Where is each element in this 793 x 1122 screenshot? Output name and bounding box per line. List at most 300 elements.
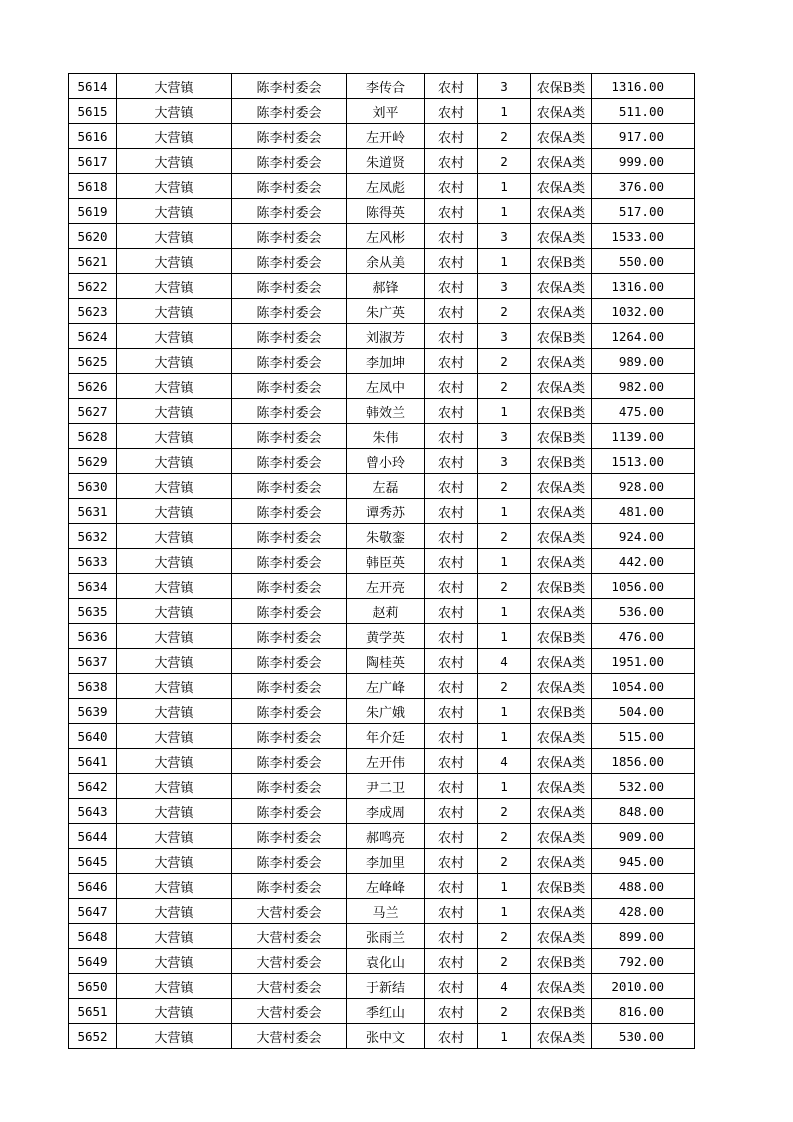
insurance-category-cell: 农保A类 <box>531 674 592 699</box>
person-name-cell: 左峰峰 <box>347 874 425 899</box>
amount-cell: 481.00 <box>592 499 695 524</box>
insurance-category-cell: 农保A类 <box>531 724 592 749</box>
table-row <box>69 174 695 199</box>
person-name-cell: 袁化山 <box>347 949 425 974</box>
town-cell: 大营镇 <box>117 999 232 1024</box>
person-name-cell: 年介廷 <box>347 724 425 749</box>
area-type-cell: 农村 <box>425 274 478 299</box>
insurance-category-cell: 农保A类 <box>531 99 592 124</box>
record-id-cell: 5631 <box>69 499 117 524</box>
amount-cell: 928.00 <box>592 474 695 499</box>
record-id-cell: 5616 <box>69 124 117 149</box>
town-cell: 大营镇 <box>117 949 232 974</box>
town-cell: 大营镇 <box>117 849 232 874</box>
town-cell: 大营镇 <box>117 899 232 924</box>
amount-cell: 1316.00 <box>592 74 695 99</box>
person-name-cell: 朱伟 <box>347 424 425 449</box>
household-count-cell: 4 <box>478 974 531 999</box>
insurance-category-cell: 农保A类 <box>531 824 592 849</box>
town-cell: 大营镇 <box>117 1024 232 1049</box>
person-name-cell: 郝鸣亮 <box>347 824 425 849</box>
household-count-cell: 3 <box>478 74 531 99</box>
table-row <box>69 949 695 974</box>
record-id-cell: 5649 <box>69 949 117 974</box>
household-count-cell: 1 <box>478 174 531 199</box>
record-id-cell: 5617 <box>69 149 117 174</box>
table-row <box>69 799 695 824</box>
record-id-cell: 5641 <box>69 749 117 774</box>
household-count-cell: 3 <box>478 324 531 349</box>
insurance-category-cell: 农保B类 <box>531 399 592 424</box>
insurance-category-cell: 农保B类 <box>531 999 592 1024</box>
amount-cell: 999.00 <box>592 149 695 174</box>
village-committee-cell: 大营村委会 <box>232 1024 347 1049</box>
table-row <box>69 624 695 649</box>
record-id-cell: 5622 <box>69 274 117 299</box>
table-row <box>69 874 695 899</box>
village-committee-cell: 陈李村委会 <box>232 574 347 599</box>
amount-cell: 488.00 <box>592 874 695 899</box>
table-row <box>69 474 695 499</box>
area-type-cell: 农村 <box>425 924 478 949</box>
household-count-cell: 3 <box>478 224 531 249</box>
town-cell: 大营镇 <box>117 249 232 274</box>
person-name-cell: 刘平 <box>347 99 425 124</box>
table-row <box>69 849 695 874</box>
table-row <box>69 974 695 999</box>
record-id-cell: 5652 <box>69 1024 117 1049</box>
amount-cell: 1054.00 <box>592 674 695 699</box>
household-count-cell: 2 <box>478 849 531 874</box>
village-committee-cell: 陈李村委会 <box>232 599 347 624</box>
town-cell: 大营镇 <box>117 624 232 649</box>
household-count-cell: 1 <box>478 899 531 924</box>
town-cell: 大营镇 <box>117 924 232 949</box>
household-count-cell: 1 <box>478 774 531 799</box>
amount-cell: 982.00 <box>592 374 695 399</box>
village-committee-cell: 陈李村委会 <box>232 624 347 649</box>
area-type-cell: 农村 <box>425 949 478 974</box>
area-type-cell: 农村 <box>425 899 478 924</box>
area-type-cell: 农村 <box>425 74 478 99</box>
town-cell: 大营镇 <box>117 574 232 599</box>
table-row <box>69 599 695 624</box>
household-count-cell: 1 <box>478 599 531 624</box>
record-id-cell: 5623 <box>69 299 117 324</box>
town-cell: 大营镇 <box>117 224 232 249</box>
insurance-category-cell: 农保A类 <box>531 974 592 999</box>
record-id-cell: 5638 <box>69 674 117 699</box>
table-row <box>69 224 695 249</box>
household-count-cell: 1 <box>478 724 531 749</box>
amount-cell: 989.00 <box>592 349 695 374</box>
town-cell: 大营镇 <box>117 474 232 499</box>
insurance-category-cell: 农保A类 <box>531 524 592 549</box>
amount-cell: 848.00 <box>592 799 695 824</box>
area-type-cell: 农村 <box>425 424 478 449</box>
insurance-category-cell: 农保A类 <box>531 224 592 249</box>
household-count-cell: 2 <box>478 949 531 974</box>
village-committee-cell: 大营村委会 <box>232 899 347 924</box>
insurance-category-cell: 农保A类 <box>531 599 592 624</box>
area-type-cell: 农村 <box>425 474 478 499</box>
insurance-category-cell: 农保B类 <box>531 574 592 599</box>
household-count-cell: 1 <box>478 99 531 124</box>
record-id-cell: 5624 <box>69 324 117 349</box>
town-cell: 大营镇 <box>117 974 232 999</box>
data-table <box>68 73 695 1049</box>
record-id-cell: 5650 <box>69 974 117 999</box>
person-name-cell: 李加坤 <box>347 349 425 374</box>
person-name-cell: 韩臣英 <box>347 549 425 574</box>
amount-cell: 517.00 <box>592 199 695 224</box>
amount-cell: 504.00 <box>592 699 695 724</box>
village-committee-cell: 陈李村委会 <box>232 874 347 899</box>
record-id-cell: 5635 <box>69 599 117 624</box>
table-row <box>69 199 695 224</box>
person-name-cell: 左开岭 <box>347 124 425 149</box>
town-cell: 大营镇 <box>117 149 232 174</box>
record-id-cell: 5634 <box>69 574 117 599</box>
person-name-cell: 张中文 <box>347 1024 425 1049</box>
amount-cell: 1856.00 <box>592 749 695 774</box>
table-row <box>69 449 695 474</box>
village-committee-cell: 陈李村委会 <box>232 199 347 224</box>
person-name-cell: 左广峰 <box>347 674 425 699</box>
amount-cell: 530.00 <box>592 1024 695 1049</box>
record-id-cell: 5644 <box>69 824 117 849</box>
person-name-cell: 曾小玲 <box>347 449 425 474</box>
person-name-cell: 谭秀苏 <box>347 499 425 524</box>
village-committee-cell: 陈李村委会 <box>232 399 347 424</box>
village-committee-cell: 陈李村委会 <box>232 774 347 799</box>
area-type-cell: 农村 <box>425 774 478 799</box>
area-type-cell: 农村 <box>425 199 478 224</box>
table-row <box>69 424 695 449</box>
village-committee-cell: 陈李村委会 <box>232 449 347 474</box>
area-type-cell: 农村 <box>425 699 478 724</box>
village-committee-cell: 陈李村委会 <box>232 724 347 749</box>
person-name-cell: 李加里 <box>347 849 425 874</box>
insurance-category-cell: 农保B类 <box>531 699 592 724</box>
town-cell: 大营镇 <box>117 724 232 749</box>
amount-cell: 476.00 <box>592 624 695 649</box>
village-committee-cell: 陈李村委会 <box>232 299 347 324</box>
table-row <box>69 124 695 149</box>
village-committee-cell: 陈李村委会 <box>232 524 347 549</box>
table-row <box>69 674 695 699</box>
village-committee-cell: 陈李村委会 <box>232 499 347 524</box>
insurance-category-cell: 农保A类 <box>531 274 592 299</box>
town-cell: 大营镇 <box>117 99 232 124</box>
household-count-cell: 2 <box>478 999 531 1024</box>
household-count-cell: 1 <box>478 499 531 524</box>
record-id-cell: 5630 <box>69 474 117 499</box>
area-type-cell: 农村 <box>425 224 478 249</box>
record-id-cell: 5614 <box>69 74 117 99</box>
insurance-category-cell: 农保B类 <box>531 324 592 349</box>
area-type-cell: 农村 <box>425 149 478 174</box>
household-count-cell: 2 <box>478 474 531 499</box>
area-type-cell: 农村 <box>425 724 478 749</box>
amount-cell: 909.00 <box>592 824 695 849</box>
insurance-category-cell: 农保B类 <box>531 74 592 99</box>
insurance-category-cell: 农保A类 <box>531 124 592 149</box>
insurance-category-cell: 农保A类 <box>531 1024 592 1049</box>
person-name-cell: 马兰 <box>347 899 425 924</box>
area-type-cell: 农村 <box>425 324 478 349</box>
village-committee-cell: 陈李村委会 <box>232 274 347 299</box>
household-count-cell: 2 <box>478 299 531 324</box>
person-name-cell: 左凤彪 <box>347 174 425 199</box>
insurance-category-cell: 农保B类 <box>531 949 592 974</box>
area-type-cell: 农村 <box>425 799 478 824</box>
area-type-cell: 农村 <box>425 449 478 474</box>
person-name-cell: 黄学英 <box>347 624 425 649</box>
village-committee-cell: 陈李村委会 <box>232 349 347 374</box>
insurance-category-cell: 农保A类 <box>531 174 592 199</box>
household-count-cell: 2 <box>478 349 531 374</box>
amount-cell: 515.00 <box>592 724 695 749</box>
area-type-cell: 农村 <box>425 1024 478 1049</box>
town-cell: 大营镇 <box>117 374 232 399</box>
area-type-cell: 农村 <box>425 574 478 599</box>
insurance-category-cell: 农保A类 <box>531 474 592 499</box>
village-committee-cell: 陈李村委会 <box>232 74 347 99</box>
record-id-cell: 5639 <box>69 699 117 724</box>
table-body <box>69 74 695 1049</box>
person-name-cell: 左开伟 <box>347 749 425 774</box>
town-cell: 大营镇 <box>117 449 232 474</box>
village-committee-cell: 陈李村委会 <box>232 699 347 724</box>
town-cell: 大营镇 <box>117 649 232 674</box>
town-cell: 大营镇 <box>117 774 232 799</box>
table-row <box>69 99 695 124</box>
record-id-cell: 5647 <box>69 899 117 924</box>
amount-cell: 1533.00 <box>592 224 695 249</box>
village-committee-cell: 陈李村委会 <box>232 249 347 274</box>
village-committee-cell: 陈李村委会 <box>232 99 347 124</box>
household-count-cell: 4 <box>478 749 531 774</box>
insurance-category-cell: 农保B类 <box>531 249 592 274</box>
area-type-cell: 农村 <box>425 999 478 1024</box>
table-row <box>69 899 695 924</box>
table-row <box>69 549 695 574</box>
household-count-cell: 2 <box>478 124 531 149</box>
amount-cell: 899.00 <box>592 924 695 949</box>
person-name-cell: 陶桂英 <box>347 649 425 674</box>
insurance-category-cell: 农保A类 <box>531 499 592 524</box>
household-count-cell: 1 <box>478 699 531 724</box>
person-name-cell: 尹二卫 <box>347 774 425 799</box>
insurance-category-cell: 农保A类 <box>531 549 592 574</box>
record-id-cell: 5640 <box>69 724 117 749</box>
table-row <box>69 374 695 399</box>
person-name-cell: 刘淑芳 <box>347 324 425 349</box>
town-cell: 大营镇 <box>117 799 232 824</box>
insurance-category-cell: 农保A类 <box>531 774 592 799</box>
table-row <box>69 649 695 674</box>
amount-cell: 1056.00 <box>592 574 695 599</box>
town-cell: 大营镇 <box>117 174 232 199</box>
town-cell: 大营镇 <box>117 424 232 449</box>
amount-cell: 1264.00 <box>592 324 695 349</box>
amount-cell: 816.00 <box>592 999 695 1024</box>
person-name-cell: 余从美 <box>347 249 425 274</box>
amount-cell: 917.00 <box>592 124 695 149</box>
table-row <box>69 749 695 774</box>
town-cell: 大营镇 <box>117 324 232 349</box>
area-type-cell: 农村 <box>425 824 478 849</box>
insurance-category-cell: 农保A类 <box>531 799 592 824</box>
table-row <box>69 574 695 599</box>
town-cell: 大营镇 <box>117 274 232 299</box>
table-row <box>69 699 695 724</box>
area-type-cell: 农村 <box>425 624 478 649</box>
amount-cell: 428.00 <box>592 899 695 924</box>
insurance-category-cell: 农保B类 <box>531 449 592 474</box>
record-id-cell: 5621 <box>69 249 117 274</box>
household-count-cell: 2 <box>478 149 531 174</box>
village-committee-cell: 陈李村委会 <box>232 674 347 699</box>
record-id-cell: 5618 <box>69 174 117 199</box>
person-name-cell: 韩效兰 <box>347 399 425 424</box>
amount-cell: 2010.00 <box>592 974 695 999</box>
area-type-cell: 农村 <box>425 974 478 999</box>
person-name-cell: 朱敬銮 <box>347 524 425 549</box>
village-committee-cell: 陈李村委会 <box>232 549 347 574</box>
person-name-cell: 左风彬 <box>347 224 425 249</box>
record-id-cell: 5620 <box>69 224 117 249</box>
household-count-cell: 2 <box>478 574 531 599</box>
town-cell: 大营镇 <box>117 124 232 149</box>
household-count-cell: 1 <box>478 399 531 424</box>
town-cell: 大营镇 <box>117 74 232 99</box>
household-count-cell: 3 <box>478 449 531 474</box>
town-cell: 大营镇 <box>117 299 232 324</box>
town-cell: 大营镇 <box>117 499 232 524</box>
amount-cell: 511.00 <box>592 99 695 124</box>
area-type-cell: 农村 <box>425 599 478 624</box>
table-row <box>69 274 695 299</box>
household-count-cell: 2 <box>478 374 531 399</box>
household-count-cell: 4 <box>478 649 531 674</box>
area-type-cell: 农村 <box>425 499 478 524</box>
insurance-category-cell: 农保A类 <box>531 374 592 399</box>
amount-cell: 1032.00 <box>592 299 695 324</box>
area-type-cell: 农村 <box>425 349 478 374</box>
record-id-cell: 5627 <box>69 399 117 424</box>
table-row <box>69 249 695 274</box>
record-id-cell: 5629 <box>69 449 117 474</box>
town-cell: 大营镇 <box>117 549 232 574</box>
insurance-category-cell: 农保A类 <box>531 149 592 174</box>
person-name-cell: 左凤中 <box>347 374 425 399</box>
household-count-cell: 1 <box>478 874 531 899</box>
town-cell: 大营镇 <box>117 749 232 774</box>
household-count-cell: 2 <box>478 524 531 549</box>
household-count-cell: 1 <box>478 249 531 274</box>
record-id-cell: 5633 <box>69 549 117 574</box>
household-count-cell: 2 <box>478 824 531 849</box>
table-row <box>69 1024 695 1049</box>
village-committee-cell: 陈李村委会 <box>232 224 347 249</box>
household-count-cell: 3 <box>478 274 531 299</box>
person-name-cell: 左磊 <box>347 474 425 499</box>
record-id-cell: 5646 <box>69 874 117 899</box>
household-count-cell: 2 <box>478 924 531 949</box>
town-cell: 大营镇 <box>117 399 232 424</box>
person-name-cell: 陈得英 <box>347 199 425 224</box>
amount-cell: 1139.00 <box>592 424 695 449</box>
table-row <box>69 399 695 424</box>
person-name-cell: 朱广英 <box>347 299 425 324</box>
household-count-cell: 1 <box>478 1024 531 1049</box>
household-count-cell: 2 <box>478 674 531 699</box>
record-id-cell: 5619 <box>69 199 117 224</box>
record-id-cell: 5645 <box>69 849 117 874</box>
record-id-cell: 5642 <box>69 774 117 799</box>
amount-cell: 550.00 <box>592 249 695 274</box>
area-type-cell: 农村 <box>425 649 478 674</box>
area-type-cell: 农村 <box>425 124 478 149</box>
household-count-cell: 2 <box>478 799 531 824</box>
amount-cell: 945.00 <box>592 849 695 874</box>
amount-cell: 376.00 <box>592 174 695 199</box>
amount-cell: 924.00 <box>592 524 695 549</box>
table-row <box>69 774 695 799</box>
table-row <box>69 299 695 324</box>
village-committee-cell: 大营村委会 <box>232 999 347 1024</box>
household-count-cell: 1 <box>478 199 531 224</box>
area-type-cell: 农村 <box>425 399 478 424</box>
village-committee-cell: 陈李村委会 <box>232 374 347 399</box>
area-type-cell: 农村 <box>425 549 478 574</box>
table-row <box>69 724 695 749</box>
person-name-cell: 于新结 <box>347 974 425 999</box>
person-name-cell: 李成周 <box>347 799 425 824</box>
village-committee-cell: 陈李村委会 <box>232 799 347 824</box>
record-id-cell: 5637 <box>69 649 117 674</box>
town-cell: 大营镇 <box>117 199 232 224</box>
area-type-cell: 农村 <box>425 99 478 124</box>
amount-cell: 532.00 <box>592 774 695 799</box>
table-row <box>69 74 695 99</box>
town-cell: 大营镇 <box>117 699 232 724</box>
amount-cell: 792.00 <box>592 949 695 974</box>
person-name-cell: 季红山 <box>347 999 425 1024</box>
table-row <box>69 924 695 949</box>
insurance-category-cell: 农保A类 <box>531 649 592 674</box>
town-cell: 大营镇 <box>117 824 232 849</box>
record-id-cell: 5648 <box>69 924 117 949</box>
area-type-cell: 农村 <box>425 524 478 549</box>
village-committee-cell: 陈李村委会 <box>232 174 347 199</box>
insurance-category-cell: 农保A类 <box>531 299 592 324</box>
village-committee-cell: 陈李村委会 <box>232 649 347 674</box>
table-row <box>69 324 695 349</box>
person-name-cell: 郝锋 <box>347 274 425 299</box>
amount-cell: 1951.00 <box>592 649 695 674</box>
area-type-cell: 农村 <box>425 849 478 874</box>
person-name-cell: 朱广娥 <box>347 699 425 724</box>
village-committee-cell: 大营村委会 <box>232 924 347 949</box>
table-row <box>69 499 695 524</box>
area-type-cell: 农村 <box>425 374 478 399</box>
village-committee-cell: 陈李村委会 <box>232 849 347 874</box>
record-id-cell: 5615 <box>69 99 117 124</box>
village-committee-cell: 大营村委会 <box>232 949 347 974</box>
